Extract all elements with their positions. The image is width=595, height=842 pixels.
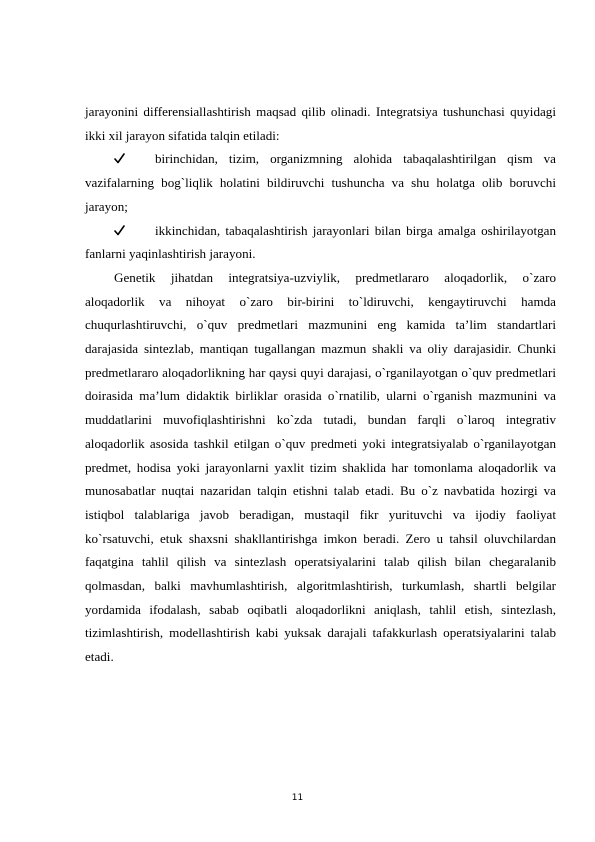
paragraph-continuation: jarayonini differensiallashtirish maqsad qilib olinadi. Integratsiya tushunchasi quyidagi ikki xil jarayon sifatida talqin etiladi: [85,104,556,143]
bullet-item [85,219,556,266]
document-body [85,100,556,669]
paragraph-main: Genetik jihatdan integratsiya-uzviylik, predmetlararo aloqadorlik, o`zaro aloqadorlik va nihoyat o`zaro bir-birini to`ldiruvchi, kengaytiruvchi hamda chuqurlashtiruvchi, o`quv predmetlari mazmunini eng kamida ta’lim standartlari darajasida sintezlab, mantiqan tugallangan mazmun shakli va oliy darajasidir. Chunki predmetlararo aloqadorlikning har qaysi quyi darajasi, o`rganilayotgan o`quv predmetlari doirasida ma’lum didaktik birliklar orasida o`rnatilib, ularni o`rganish mazmunini va muddatlarini muvofiqlashtirishni ko`zda tutadi, bundan farqli o`laroq integrativ aloqadorlik asosida tashkil etilgan o`quv predmeti yoki integratsiyalab o`rganilayotgan predmet, hodisa yoki jarayonlarni yaxlit tizim shaklida har tomonlama aloqadorlik va munosabatlar nuqtai nazaridan talqin etishni talab etadi. Bu o`z navbatida hozirgi va istiqbol talablariga javob beradigan, mustaqil fikr yurituvchi va ijodiy faoliyat ko`rsatuvchi, etuk shaxsni shakllantirishga imkon beradi. Zero u tahsil oluvchilardan faqatgina tahlil qilish va sintezlash operatsiyalarini talab qilish bilan chegaralanib qolmasdan, balki mavhumlashtirish, algoritmlashtirish, turkumlash, shartli belgilar yordamida ifodalash, sabab oqibatli aloqadorlikni aniqlash, tahlil etish, sintezlash, tizimlashtirish, modellashtirish kabi yuksak darajali tafakkurlash operatsiyalarini talab etadi. [85,269,556,665]
checkmark-icon [114,147,126,171]
bullet-text: ikkinchidan, tabaqalashtirish jarayonlari bilan birga amalga oshirilayotgan fanlarni yaqinlashtirish jarayoni. [85,222,556,262]
page-number: 11 [291,793,304,803]
checkmark-icon [114,219,126,243]
bullet-item [85,147,556,218]
bullet-text: birinchidan, tizim, organizmning alohida tabaqalashtirilgan qism va vazifalarning bog`liqlik holatini bildiruvchi tushuncha va shu holatga olib boruvchi jarayon; [85,151,556,214]
